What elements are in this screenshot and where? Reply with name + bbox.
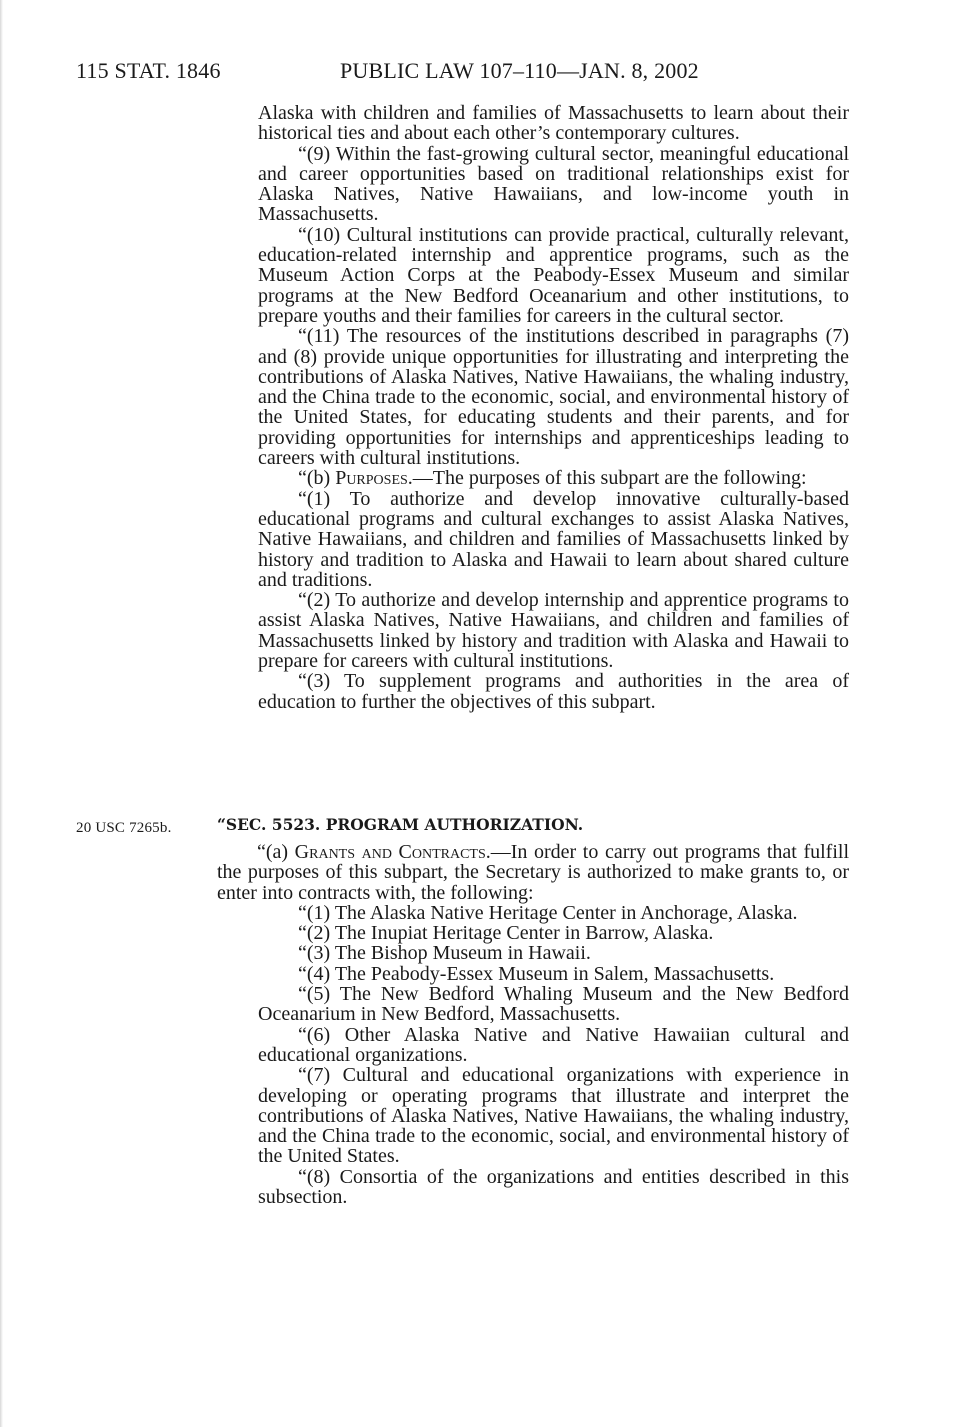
grantee-list <box>258 903 849 1207</box>
grantee-item: “(6) Other Alaska Native and Native Hawaiian cultural and educational organizations. <box>258 1023 849 1066</box>
grantee-item: “(2) The Inupiat Heritage Center in Barrow, Alaska. <box>298 922 714 945</box>
purposes-prefix: “(b) <box>298 467 336 490</box>
purpose-2: “(2) To authorize and develop internship and apprentice programs to assist Alaska Natives, Native Hawaiians, and children and families of Massachusetts linked by history and tradition with Alaska and Hawaii to prepare for careers with cultural institutions. <box>258 589 849 673</box>
purposes-caption: Purposes <box>335 467 408 490</box>
scan-edge-shadow <box>0 0 3 1427</box>
grants-prefix: “(a) <box>257 841 295 863</box>
continuation-paragraph: Alaska with children and families of Massachusetts to learn about their historical ties and about each other’s contemporary cultures. <box>258 102 849 145</box>
grantee-item: “(4) The Peabody-Essex Museum in Salem, Massachusetts. <box>298 962 775 985</box>
purposes-paragraph <box>258 468 849 488</box>
grantee-item: “(5) The New Bedford Whaling Museum and the New Bedford Oceanarium in New Bedford, Massachusetts. <box>258 983 849 1026</box>
purpose-3: “(3) To supplement programs and authorities in the area of education to further the objectives of this subpart. <box>258 670 849 713</box>
finding-11: “(11) The resources of the institutions described in paragraphs (7) and (8) provide unique opportunities for illustrating and interpreting the contributions of Alaska Natives, Native Hawaiians, the whaling industry, and the China trade to the economic, social, and environmental history of the United States, for educating students and their parents, and for providing opportunities for internships and apprenticeships leading to careers with cultural institutions. <box>258 325 849 470</box>
purpose-1: “(1) To authorize and develop innovative culturally-based educational programs and cultural exchanges to assist Alaska Natives, Native Hawaiians, and children and families of Massachusetts linked by history and tradition to Alaska and Hawaii to learn about shared culture and traditions. <box>258 487 849 591</box>
finding-9: “(9) Within the fast-growing cultural sector, meaningful educational and career opportunities based on traditional relationships exist for Alaska Natives, Native Hawaiians, and low-income youth in Massachusetts. <box>258 142 849 226</box>
finding-10: “(10) Cultural institutions can provide practical, culturally relevant, education-related internship and apprentice programs, such as the Museum Action Corps at the Peabody-Essex Museum and similar programs at the New Bedford Oceanarium and other institutions, to prepare youths and their families for careers in the cultural sector. <box>258 223 849 327</box>
running-header <box>76 58 836 88</box>
grantee-item: “(3) The Bishop Museum in Hawaii. <box>298 942 591 965</box>
grants-paragraph <box>217 842 849 903</box>
law-title: PUBLIC LAW 107–110—JAN. 8, 2002 <box>340 58 699 83</box>
program-authorization-block <box>217 842 849 1207</box>
grantee-item: “(8) Consortia of the organizations and entities described in this subsection. <box>258 1165 849 1209</box>
grantee-item: “(7) Cultural and educational organizations with experience in developing or operating programs that illustrate and interpret the contributions of Alaska Natives, Native Hawaiians, the whaling industry, and the China trade to the economic, social, and environmental history of the United States. <box>258 1064 849 1168</box>
purposes-text: .—The purposes of this subpart are the following: <box>407 467 807 490</box>
grants-caption: Grants and Contracts <box>294 841 486 863</box>
section-heading-wrapper <box>217 815 849 840</box>
usc-margin-note: 20 USC 7265b. <box>76 820 172 836</box>
findings-and-purposes-block <box>258 103 849 712</box>
grantee-item: “(1) The Alaska Native Heritage Center in Anchorage, Alaska. <box>298 901 798 924</box>
section-heading: “SEC. 5523. PROGRAM AUTHORIZATION. <box>217 815 584 834</box>
grants-text: .—In order to carry out programs that fulfill the purposes of this subpart, the Secretary is authorized to make grants to, or enter into contracts with, the following: <box>217 841 849 904</box>
page-number: 115 STAT. 1846 <box>76 58 221 83</box>
